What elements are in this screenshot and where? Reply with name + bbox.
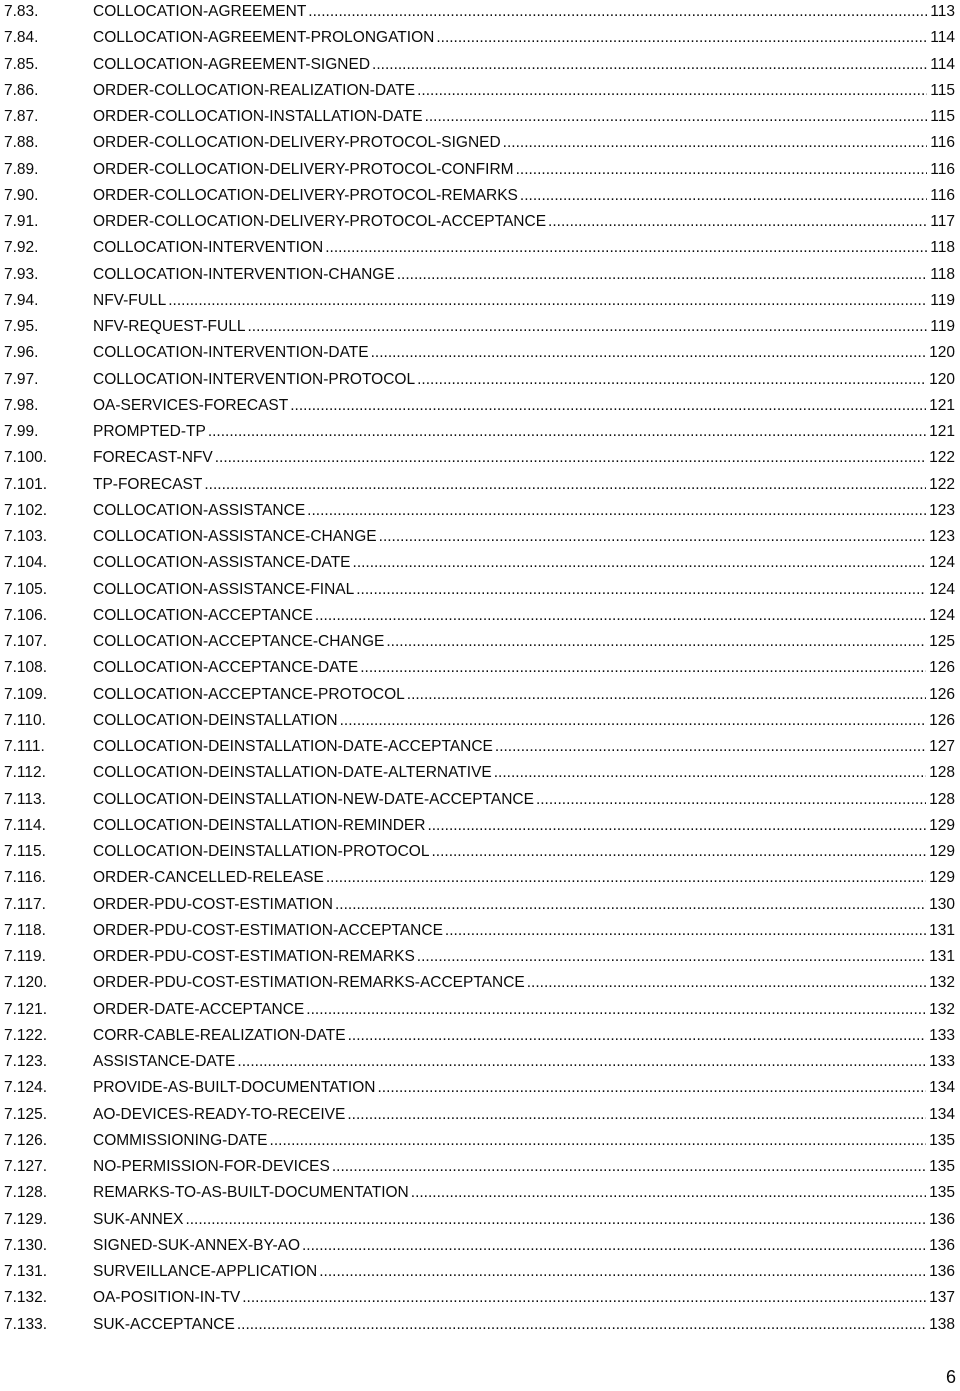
toc-entry-page[interactable]: 118 [930, 239, 955, 257]
toc-entry-number: 7.131. [4, 1263, 48, 1280]
toc-entry-number: 7.126. [4, 1131, 48, 1149]
toc-entry-page[interactable]: 114 [930, 55, 955, 73]
toc-entry-number: 7.103. [4, 528, 48, 545]
toc-entry[interactable] [0, 1233, 955, 1259]
toc-entry-page[interactable]: 115 [930, 108, 955, 125]
toc-leader-dots [306, 997, 926, 1023]
toc-entry[interactable] [0, 813, 955, 839]
toc-entry-number: 7.95. [4, 318, 39, 335]
toc-entry-title[interactable]: COLLOCATION-ASSISTANCE [93, 501, 306, 519]
toc-entry[interactable] [0, 367, 955, 393]
toc-entry-number: 7.107. [4, 633, 48, 650]
toc-leader-dots [360, 655, 926, 681]
toc-entry-number: 7.104. [4, 554, 48, 572]
toc-entry-number: 7.88. [4, 134, 39, 152]
toc-entry-page[interactable]: 123 [929, 501, 955, 519]
toc-entry-number: 7.92. [4, 239, 39, 257]
toc-entry-page[interactable]: 132 [929, 974, 955, 992]
toc-entry-page[interactable]: 119 [930, 291, 955, 309]
toc-entry-page[interactable]: 130 [929, 895, 955, 913]
toc-entry-page[interactable]: 136 [929, 1236, 955, 1254]
toc-entry-number: 7.99. [4, 423, 39, 440]
toc-entry[interactable] [0, 1285, 955, 1311]
toc-entry[interactable] [0, 1128, 955, 1154]
toc-entry-title[interactable]: FORECAST-NFV [93, 449, 213, 467]
toc-entry-page[interactable]: 126 [929, 685, 955, 703]
toc-entry-number: 7.90. [4, 186, 39, 204]
toc-entry[interactable] [0, 524, 955, 550]
toc-entry-title[interactable]: COLLOCATION-ACCEPTANCE-DATE [93, 659, 359, 677]
toc-leader-dots [332, 1154, 926, 1180]
toc-entry-title[interactable]: ORDER-COLLOCATION-DELIVERY-PROTOCOL-REMARKS [93, 186, 518, 204]
toc-entry-title[interactable]: ORDER-COLLOCATION-REALIZATION-DATE [93, 81, 416, 99]
toc-entry-page[interactable]: 129 [929, 816, 955, 834]
toc-entry-number: 7.121. [4, 1000, 48, 1018]
toc-entry[interactable] [0, 157, 955, 183]
toc-leader-dots [325, 235, 927, 261]
toc-entry-title[interactable]: ORDER-COLLOCATION-DELIVERY-PROTOCOL-ACCEPTANCE [93, 213, 547, 230]
toc-entry[interactable] [0, 1259, 955, 1285]
toc-entry[interactable] [0, 25, 955, 51]
toc-leader-dots [270, 1128, 927, 1154]
toc-entry-title[interactable]: AO-DEVICES-READY-TO-RECEIVE [93, 1105, 346, 1123]
toc-leader-dots [536, 787, 926, 813]
toc-entry-title[interactable]: ORDER-COLLOCATION-DELIVERY-PROTOCOL-CONFIRM [93, 160, 514, 178]
toc-entry-title[interactable]: COLLOCATION-INTERVENTION-CHANGE [93, 265, 395, 283]
toc-entry[interactable] [0, 944, 955, 970]
toc-leader-dots [436, 25, 927, 51]
toc-entry[interactable] [0, 734, 955, 760]
toc-entry-page[interactable]: 125 [929, 633, 955, 650]
toc-entry[interactable] [0, 1312, 955, 1338]
toc-leader-dots [527, 970, 926, 996]
toc-entry-title[interactable]: SUK-ANNEX [93, 1210, 184, 1228]
toc-entry-number: 7.123. [4, 1053, 48, 1070]
toc-entry-page[interactable]: 128 [929, 790, 955, 808]
toc-entry-number: 7.128. [4, 1184, 48, 1202]
toc-entry[interactable] [0, 393, 955, 419]
toc-entry-page[interactable]: 136 [929, 1210, 955, 1228]
toc-entry-title[interactable]: ORDER-PDU-COST-ESTIMATION-REMARKS [93, 948, 415, 965]
toc-entry[interactable] [0, 708, 955, 734]
toc-entry-page[interactable]: 135 [929, 1184, 955, 1202]
toc-entry[interactable] [0, 839, 955, 865]
toc-leader-dots [417, 367, 926, 393]
toc-entry-page[interactable]: 120 [929, 370, 955, 388]
toc-entry-number: 7.113. [4, 790, 46, 808]
toc-entry-number: 7.114. [4, 816, 46, 834]
toc-leader-dots [379, 524, 926, 550]
toc-entry-title[interactable]: SURVEILLANCE-APPLICATION [93, 1263, 318, 1280]
toc-entry[interactable] [0, 550, 955, 576]
toc-entry-title[interactable]: ASSISTANCE-DATE [93, 1053, 236, 1070]
toc-entry-title[interactable]: COMMISSIONING-DATE [93, 1131, 268, 1149]
toc-entry-page[interactable]: 136 [929, 1263, 955, 1280]
toc-entry-number: 7.98. [4, 396, 39, 414]
toc-entry-number: 7.120. [4, 974, 48, 992]
toc-leader-dots [503, 130, 928, 156]
toc-entry-title[interactable]: COLLOCATION-ASSISTANCE-CHANGE [93, 528, 377, 545]
toc-entry-title[interactable]: ORDER-PDU-COST-ESTIMATION-REMARKS-ACCEPTANCE [93, 974, 525, 992]
toc-entry-title[interactable]: COLLOCATION-DEINSTALLATION-NEW-DATE-ACCEPTANCE [93, 790, 534, 808]
toc-entry-title[interactable]: COLLOCATION-AGREEMENT [93, 3, 307, 20]
toc-entry-title[interactable]: TP-FORECAST [93, 475, 203, 493]
toc-entry[interactable] [0, 130, 955, 156]
toc-entry-number: 7.117. [4, 895, 46, 913]
toc-leader-dots [353, 550, 927, 576]
toc-entry-page[interactable]: 134 [929, 1105, 955, 1123]
toc-leader-dots [417, 944, 926, 970]
toc-leader-dots [377, 1075, 926, 1101]
toc-entry-number: 7.127. [4, 1158, 48, 1175]
page-number: 6 [945, 1367, 956, 1387]
toc-entry-title[interactable]: PROVIDE-AS-BUILT-DOCUMENTATION [93, 1079, 376, 1097]
toc-entry-page[interactable]: 135 [929, 1131, 955, 1149]
toc-entry-page[interactable]: 128 [929, 764, 955, 782]
toc-entry[interactable] [0, 445, 955, 471]
toc-entry-title[interactable]: ORDER-COLLOCATION-INSTALLATION-DATE [93, 108, 423, 125]
toc-leader-dots [237, 1312, 926, 1338]
toc-entry-title[interactable]: SUK-ACCEPTANCE [93, 1315, 235, 1333]
toc-entry-page[interactable]: 116 [930, 134, 955, 152]
toc-leader-dots [371, 340, 927, 366]
toc-entry-page[interactable]: 113 [930, 3, 955, 20]
toc-entry-page[interactable]: 118 [930, 265, 955, 283]
toc-entry-number: 7.86. [4, 81, 39, 99]
toc-entry-page[interactable]: 122 [929, 475, 955, 493]
toc-entry-title[interactable]: COLLOCATION-INTERVENTION-DATE [93, 344, 369, 362]
toc-entry-number: 7.85. [4, 55, 39, 73]
toc-leader-dots [397, 262, 928, 288]
toc-entry-page[interactable]: 131 [929, 921, 955, 939]
toc-entry[interactable] [0, 0, 955, 25]
toc-leader-dots [411, 1180, 926, 1206]
toc-entry[interactable] [0, 1207, 955, 1233]
toc-entry-title[interactable]: NFV-REQUEST-FULL [93, 318, 246, 335]
toc-entry-page[interactable]: 121 [929, 423, 955, 440]
toc-entry-title[interactable]: COLLOCATION-DEINSTALLATION [93, 711, 338, 729]
toc-entry-page[interactable]: 127 [929, 738, 955, 755]
toc-entry-title[interactable]: ORDER-PDU-COST-ESTIMATION-ACCEPTANCE [93, 921, 443, 939]
toc-entry[interactable] [0, 314, 955, 340]
toc-entry-number: 7.112. [4, 764, 46, 782]
toc-entry-page[interactable]: 129 [929, 843, 955, 860]
toc-leader-dots [308, 0, 927, 25]
toc-leader-dots [407, 682, 926, 708]
toc-entry-number: 7.132. [4, 1289, 48, 1307]
toc-entry-title[interactable]: COLLOCATION-AGREEMENT-SIGNED [93, 55, 371, 73]
toc-leader-dots [340, 708, 927, 734]
toc-entry-page[interactable]: 124 [929, 580, 955, 598]
toc-entry-title[interactable]: COLLOCATION-ACCEPTANCE-PROTOCOL [93, 685, 405, 703]
toc-entry[interactable] [0, 262, 955, 288]
toc-entry-number: 7.105. [4, 580, 48, 598]
toc-entry-title[interactable]: OA-SERVICES-FORECAST [93, 396, 289, 414]
toc-entry-page[interactable]: 115 [930, 81, 955, 99]
toc-entry-number: 7.87. [4, 108, 39, 125]
toc-entry[interactable] [0, 997, 955, 1023]
toc-leader-dots [417, 78, 927, 104]
toc-entry-number: 7.133. [4, 1315, 48, 1333]
toc-entry-page[interactable]: 123 [929, 528, 955, 545]
toc-entry-page[interactable]: 126 [929, 711, 955, 729]
toc-entry-page[interactable]: 121 [929, 396, 955, 414]
toc-entry[interactable] [0, 1154, 955, 1180]
toc-entry[interactable] [0, 970, 955, 996]
toc-entry[interactable] [0, 603, 955, 629]
toc-leader-dots [372, 52, 927, 78]
toc-entry-page[interactable]: 122 [929, 449, 955, 467]
toc-leader-dots [431, 839, 926, 865]
toc-entry-title[interactable]: COLLOCATION-AGREEMENT-PROLONGATION [93, 29, 435, 47]
toc-entry-number: 7.97. [4, 370, 39, 388]
toc-entry-page[interactable]: 116 [930, 160, 955, 178]
toc-entry-title[interactable]: PROMPTED-TP [93, 423, 206, 440]
toc-entry-number: 7.108. [4, 659, 48, 677]
toc-entry-title[interactable]: COLLOCATION-DEINSTALLATION-DATE-ALTERNATIVE [93, 764, 492, 782]
toc-entry[interactable] [0, 104, 955, 130]
toc-entry[interactable] [0, 1102, 955, 1128]
toc-entry[interactable] [0, 892, 955, 918]
toc-leader-dots [204, 472, 926, 498]
toc-entry[interactable] [0, 1049, 955, 1075]
toc-entry-page[interactable]: 114 [930, 29, 955, 47]
toc-entry-title[interactable]: COLLOCATION-DEINSTALLATION-PROTOCOL [93, 843, 430, 860]
toc-entry[interactable] [0, 419, 955, 445]
toc-entry-number: 7.130. [4, 1236, 48, 1254]
toc-entry-title[interactable]: ORDER-PDU-COST-ESTIMATION [93, 895, 333, 913]
toc-entry-title[interactable]: COLLOCATION-ASSISTANCE-FINAL [93, 580, 355, 598]
toc-entry[interactable] [0, 209, 955, 235]
toc-entry-page[interactable]: 120 [929, 344, 955, 362]
toc-entry[interactable] [0, 1075, 955, 1101]
toc-entry[interactable] [0, 629, 955, 655]
toc-entry-page[interactable]: 126 [929, 659, 955, 677]
toc-entry-title[interactable]: COLLOCATION-DEINSTALLATION-REMINDER [93, 816, 426, 834]
toc-entry[interactable] [0, 1023, 955, 1049]
toc-entry-number: 7.129. [4, 1210, 48, 1228]
toc-entry-number: 7.101. [4, 475, 48, 493]
toc-leader-dots [356, 577, 926, 603]
toc-entry-number: 7.124. [4, 1079, 48, 1097]
toc-entry-title[interactable]: ORDER-CANCELLED-RELEASE [93, 869, 324, 887]
toc-entry-page[interactable]: 131 [929, 948, 955, 965]
toc-entry-number: 7.109. [4, 685, 48, 703]
toc-entry-page[interactable]: 135 [929, 1158, 955, 1175]
toc-leader-dots [445, 918, 926, 944]
toc-entry-title[interactable]: COLLOCATION-ACCEPTANCE [93, 606, 313, 624]
toc-leader-dots [326, 865, 926, 891]
toc-leader-dots [247, 314, 927, 340]
toc-leader-dots [425, 104, 928, 130]
toc-entry-title[interactable]: COLLOCATION-ASSISTANCE-DATE [93, 554, 351, 572]
toc-entry[interactable] [0, 288, 955, 314]
toc-leader-dots [335, 892, 926, 918]
toc-entry[interactable] [0, 472, 955, 498]
toc-entry-number: 7.118. [4, 921, 46, 939]
toc-entry[interactable] [0, 235, 955, 261]
toc-entry-title[interactable]: REMARKS-TO-AS-BUILT-DOCUMENTATION [93, 1184, 409, 1202]
toc-entry[interactable] [0, 78, 955, 104]
toc-entry[interactable] [0, 865, 955, 891]
toc-entry[interactable] [0, 183, 955, 209]
toc-entry-number: 7.106. [4, 606, 48, 624]
toc-entry-number: 7.91. [4, 213, 39, 230]
toc-leader-dots [520, 183, 927, 209]
toc-entry[interactable] [0, 682, 955, 708]
toc-leader-dots [307, 498, 926, 524]
toc-entry-number: 7.119. [4, 948, 46, 965]
toc-entry-number: 7.84. [4, 29, 39, 47]
toc-entry[interactable] [0, 577, 955, 603]
toc-entry-page[interactable]: 133 [929, 1026, 955, 1044]
toc-entry-page[interactable]: 138 [929, 1315, 955, 1333]
toc-entry[interactable] [0, 760, 955, 786]
toc-leader-dots [427, 813, 926, 839]
toc-leader-dots [386, 629, 926, 655]
toc-leader-dots [348, 1023, 927, 1049]
toc-entry-page[interactable]: 133 [929, 1053, 955, 1070]
toc-entry-number: 7.96. [4, 344, 39, 362]
toc-entry-page[interactable]: 134 [929, 1079, 955, 1097]
toc-entry[interactable] [0, 340, 955, 366]
toc-leader-dots [315, 603, 926, 629]
toc-entry-title[interactable]: CORR-CABLE-REALIZATION-DATE [93, 1026, 346, 1044]
toc-entry-page[interactable]: 117 [930, 213, 955, 230]
toc-leader-dots [208, 419, 926, 445]
toc-entry-number: 7.111. [4, 738, 45, 755]
toc-entry-number: 7.110. [4, 711, 46, 729]
toc-entry-page[interactable]: 116 [930, 186, 955, 204]
toc-entry-title[interactable]: NFV-FULL [93, 291, 167, 309]
toc-leader-dots [242, 1285, 926, 1311]
toc-entry-title[interactable]: OA-POSITION-IN-TV [93, 1289, 241, 1307]
toc-entry-page[interactable]: 137 [929, 1289, 955, 1307]
toc-entry-title[interactable]: COLLOCATION-INTERVENTION [93, 239, 324, 257]
toc-leader-dots [237, 1049, 926, 1075]
toc-entry-number: 7.89. [4, 160, 39, 178]
toc-leader-dots [548, 209, 927, 235]
toc-entry-page[interactable]: 129 [929, 869, 955, 887]
toc-leader-dots [168, 288, 927, 314]
toc-leader-dots [347, 1102, 926, 1128]
toc-leader-dots [494, 760, 926, 786]
toc-entry-title[interactable]: COLLOCATION-DEINSTALLATION-DATE-ACCEPTANCE [93, 738, 493, 755]
toc-entry-title[interactable]: ORDER-DATE-ACCEPTANCE [93, 1000, 305, 1018]
toc-entry-title[interactable]: SIGNED-SUK-ANNEX-BY-AO [93, 1236, 300, 1254]
toc-entry-page[interactable]: 119 [930, 318, 955, 335]
toc-entry-page[interactable]: 124 [929, 554, 955, 572]
toc-entry-number: 7.100. [4, 449, 48, 467]
toc-entry[interactable] [0, 1180, 955, 1206]
toc-entry-title[interactable]: COLLOCATION-INTERVENTION-PROTOCOL [93, 370, 416, 388]
toc-entry-title[interactable]: NO-PERMISSION-FOR-DEVICES [93, 1158, 330, 1175]
toc-entry[interactable] [0, 787, 955, 813]
toc-entry-number: 7.93. [4, 265, 39, 283]
toc-entry-number: 7.102. [4, 501, 48, 519]
toc-leader-dots [302, 1233, 926, 1259]
toc-entry[interactable] [0, 498, 955, 524]
toc-leader-dots [516, 157, 928, 183]
toc-leader-dots [290, 393, 926, 419]
toc-entry-number: 7.125. [4, 1105, 48, 1123]
toc-entry[interactable] [0, 52, 955, 78]
toc-entry-title[interactable]: COLLOCATION-ACCEPTANCE-CHANGE [93, 633, 385, 650]
toc-entry-page[interactable]: 124 [929, 606, 955, 624]
toc-entry[interactable] [0, 655, 955, 681]
toc-entry-page[interactable]: 132 [929, 1000, 955, 1018]
toc-entry-number: 7.94. [4, 291, 39, 309]
toc-leader-dots [319, 1259, 926, 1285]
toc-leader-dots [185, 1207, 926, 1233]
toc-entry-number: 7.116. [4, 869, 46, 887]
toc-leader-dots [215, 445, 926, 471]
toc-entry-title[interactable]: ORDER-COLLOCATION-DELIVERY-PROTOCOL-SIGNED [93, 134, 501, 152]
toc-entry-number: 7.115. [4, 843, 46, 860]
toc-entry[interactable] [0, 918, 955, 944]
toc-leader-dots [495, 734, 926, 760]
toc-entry-number: 7.122. [4, 1026, 48, 1044]
toc-entry-number: 7.83. [4, 3, 39, 20]
